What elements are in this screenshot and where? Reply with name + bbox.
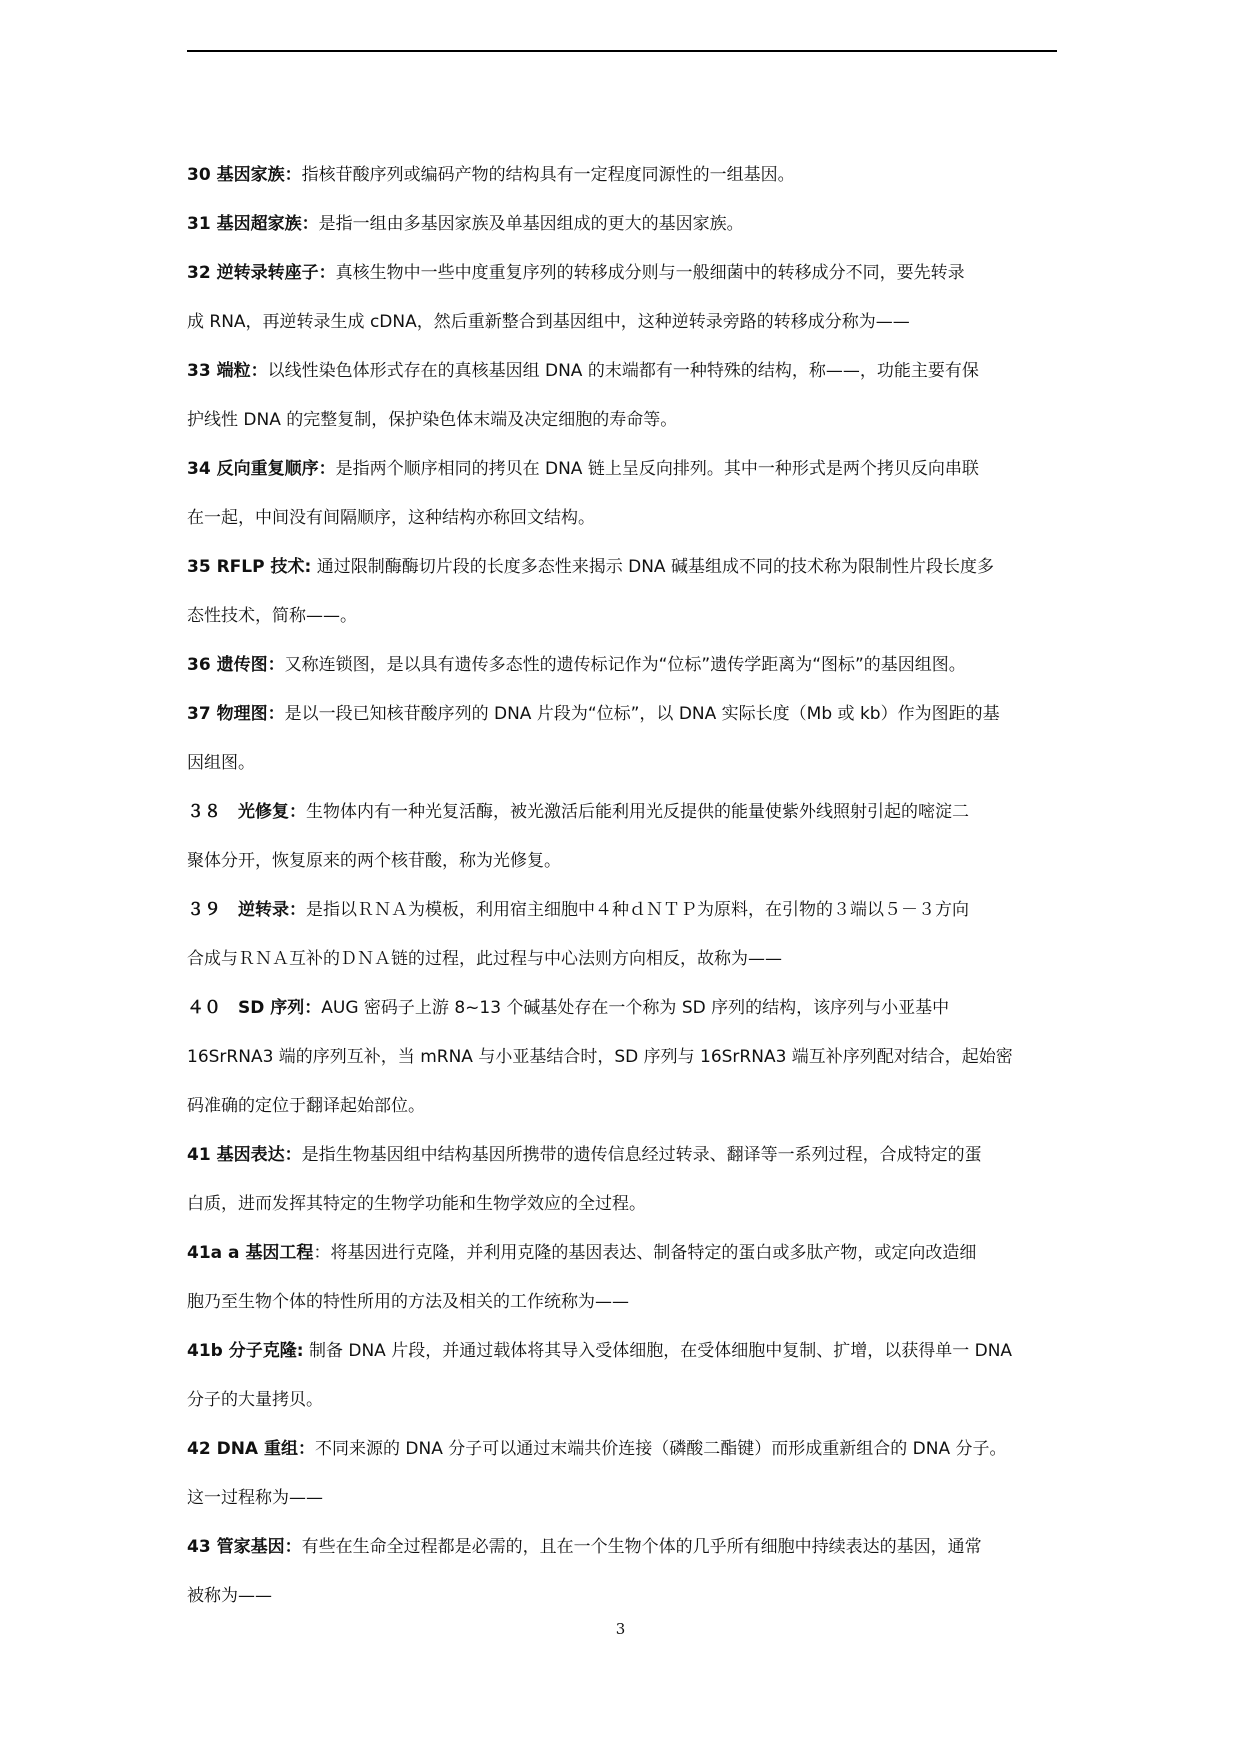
entry-definition: 这一过程称为—— <box>187 1488 323 1508</box>
entry-continuation-line <box>187 1086 1057 1135</box>
entry-definition: ：将基因进行克隆，并利用克隆的基因表达、制备特定的蛋白或多肽产物，或定向改造细 <box>313 1243 977 1263</box>
glossary-entry <box>187 204 1057 253</box>
entry-number: 36 <box>187 655 217 675</box>
entry-definition: 真核生物中一些中度重复序列的转移成分则与一般细菌中的转移成分不同，要先转录 <box>335 263 965 283</box>
glossary-entry <box>187 1331 1057 1429</box>
entry-definition: 是以一段已知核苷酸序列的 DNA 片段为“位标”，以 DNA 实际长度（Mb 或 kb）作为图距的基 <box>284 704 1000 724</box>
entry-first-line <box>187 547 1057 596</box>
entry-term: 基因工程 <box>245 1243 314 1263</box>
entry-definition: 码准确的定位于翻译起始部位。 <box>187 1096 425 1116</box>
glossary-entry <box>187 1233 1057 1331</box>
entry-number: 33 <box>187 361 217 381</box>
entry-continuation-line <box>187 743 1057 792</box>
entry-continuation-line <box>187 1282 1057 1331</box>
entry-number: 42 <box>187 1439 217 1459</box>
entry-term: 物理图： <box>216 704 285 724</box>
entry-first-line <box>187 1135 1057 1184</box>
entry-continuation-line <box>187 498 1057 547</box>
entry-continuation-line <box>187 302 1057 351</box>
entry-number: 37 <box>187 704 217 724</box>
entry-continuation-line <box>187 939 1057 988</box>
entry-term: 分子克隆: <box>228 1341 304 1361</box>
entry-definition: 通过限制酶酶切片段的长度多态性来揭示 DNA 碱基组成不同的技术称为限制性片段长度多 <box>311 557 994 577</box>
entry-term: 基因家族： <box>216 165 302 185</box>
entry-definition: 指核苷酸序列或编码产物的结构具有一定程度同源性的一组基因。 <box>301 165 795 185</box>
entry-number: 41 <box>187 1145 217 1165</box>
entry-definition: 是指两个顺序相同的拷贝在 DNA 链上呈反向排列。其中一种形式是两个拷贝反向串联 <box>335 459 979 479</box>
entry-definition: 以线性染色体形式存在的真核基因组 DNA 的末端都有一种特殊的结构，称——，功能主要有保 <box>267 361 979 381</box>
entry-first-line <box>187 351 1057 400</box>
glossary-entry <box>187 1135 1057 1233</box>
entry-number: 31 <box>187 214 217 234</box>
entry-continuation-line <box>187 596 1057 645</box>
entry-definition: 是指一组由多基因家族及单基因组成的更大的基因家族。 <box>318 214 744 234</box>
entry-definition: 又称连锁图，是以具有遗传多态性的遗传标记作为“位标”遗传学距离为“图标”的基因组图。 <box>284 655 966 675</box>
entry-definition: 护线性 DNA 的完整复制，保护染色体末端及决定细胞的寿命等。 <box>187 410 678 430</box>
entry-first-line <box>187 449 1057 498</box>
glossary-entry <box>187 351 1057 449</box>
entry-first-line <box>187 792 1057 841</box>
entry-term: 光修复： <box>238 802 306 822</box>
entry-term: 反向重复顺序： <box>216 459 336 479</box>
entry-definition: AUG 密码子上游 8~13 个碱基处存在一个称为 SD 序列的结构，该序列与小亚基中 <box>321 998 950 1018</box>
entry-number: ３９ <box>187 900 238 920</box>
entry-term: 管家基因： <box>216 1537 302 1557</box>
entry-first-line <box>187 204 1057 253</box>
page-number: 3 <box>615 1620 626 1638</box>
entry-definition: 聚体分开，恢复原来的两个核苷酸，称为光修复。 <box>187 851 561 871</box>
entry-definition: 制备 DNA 片段，并通过载体将其导入受体细胞，在受体细胞中复制、扩增，以获得单一 DNA <box>303 1341 1013 1361</box>
glossary-entry <box>187 1429 1057 1527</box>
entry-number: 41b <box>187 1341 229 1361</box>
glossary-entry <box>187 155 1057 204</box>
glossary-entry <box>187 792 1057 890</box>
entry-first-line <box>187 890 1057 939</box>
entry-definition: 被称为—— <box>187 1586 272 1606</box>
entry-definition: 有些在生命全过程都是必需的，且在一个生物个体的几乎所有细胞中持续表达的基因，通常 <box>301 1537 982 1557</box>
entry-number: 41a a <box>187 1243 246 1263</box>
entry-term: 基因表达： <box>216 1145 302 1165</box>
entry-definition: 态性技术，简称——。 <box>187 606 357 626</box>
entry-number: 32 <box>187 263 217 283</box>
entry-continuation-line <box>187 1380 1057 1429</box>
entry-number: 34 <box>187 459 217 479</box>
entry-term: 基因超家族： <box>216 214 319 234</box>
entry-continuation-line <box>187 1576 1057 1625</box>
entry-term: 逆转录： <box>238 900 306 920</box>
glossary-entry <box>187 890 1057 988</box>
entry-term: 端粒： <box>216 361 268 381</box>
entry-number: ４０ <box>187 998 238 1018</box>
entry-first-line <box>187 253 1057 302</box>
entry-first-line <box>187 645 1057 694</box>
entry-continuation-line <box>187 400 1057 449</box>
glossary-entry <box>187 694 1057 792</box>
entry-first-line <box>187 988 1057 1037</box>
entry-definition: 胞乃至生物个体的特性所用的方法及相关的工作统称为—— <box>187 1292 629 1312</box>
entry-term: 遗传图： <box>216 655 285 675</box>
entry-definition: 16SrRNA3 端的序列互补，当 mRNA 与小亚基结合时，SD 序列与 16SrRNA3 端互补序列配对结合，起始密 <box>187 1047 1013 1067</box>
entry-continuation-line <box>187 1184 1057 1233</box>
entry-term: SD 序列： <box>238 998 322 1018</box>
entry-definition: 分子的大量拷贝。 <box>187 1390 323 1410</box>
glossary-entry <box>187 253 1057 351</box>
entry-first-line <box>187 694 1057 743</box>
entry-number: ３８ <box>187 802 238 822</box>
entry-term: 逆转录转座子： <box>216 263 336 283</box>
entry-continuation-line <box>187 1478 1057 1527</box>
entry-definition: 因组图。 <box>187 753 255 773</box>
glossary-entry <box>187 547 1057 645</box>
entry-definition: 不同来源的 DNA 分子可以通过末端共价连接（磷酸二酯键）而形成重新组合的 DNA 分子。 <box>315 1439 1007 1459</box>
glossary-entry <box>187 1527 1057 1625</box>
entry-definition: 合成与ＲＮＡ互补的ＤＮＡ链的过程，此过程与中心法则方向相反，故称为—— <box>187 949 782 969</box>
entry-definition: 是指生物基因组中结构基因所携带的遗传信息经过转录、翻译等一系列过程，合成特定的蛋 <box>301 1145 982 1165</box>
entry-definition: 生物体内有一种光复活酶，被光激活后能利用光反提供的能量使紫外线照射引起的嘧淀二 <box>306 802 969 822</box>
glossary-entry <box>187 645 1057 694</box>
entry-first-line <box>187 1429 1057 1478</box>
entry-definition: 白质，进而发挥其特定的生物学功能和生物学效应的全过程。 <box>187 1194 646 1214</box>
entry-definition: 是指以ＲＮＡ为模板，利用宿主细胞中４种ｄＮＴＰ为原料，在引物的３端以５－３方向 <box>306 900 969 920</box>
entry-continuation-line <box>187 1037 1057 1086</box>
entry-number: 43 <box>187 1537 217 1557</box>
entry-first-line <box>187 1527 1057 1576</box>
glossary-list <box>187 155 1057 1625</box>
entry-term: DNA 重组： <box>216 1439 315 1459</box>
entry-definition: 成 RNA，再逆转录生成 cDNA，然后重新整合到基因组中，这种逆转录旁路的转移成分称为—— <box>187 312 910 332</box>
glossary-entry <box>187 988 1057 1135</box>
entry-definition: 在一起，中间没有间隔顺序，这种结构亦称回文结构。 <box>187 508 595 528</box>
entry-term: RFLP 技术: <box>216 557 312 577</box>
entry-number: 35 <box>187 557 217 577</box>
entry-number: 30 <box>187 165 217 185</box>
entry-continuation-line <box>187 841 1057 890</box>
entry-first-line <box>187 1331 1057 1380</box>
header-rule <box>187 50 1057 52</box>
entry-first-line <box>187 155 1057 204</box>
entry-first-line <box>187 1233 1057 1282</box>
glossary-entry <box>187 449 1057 547</box>
